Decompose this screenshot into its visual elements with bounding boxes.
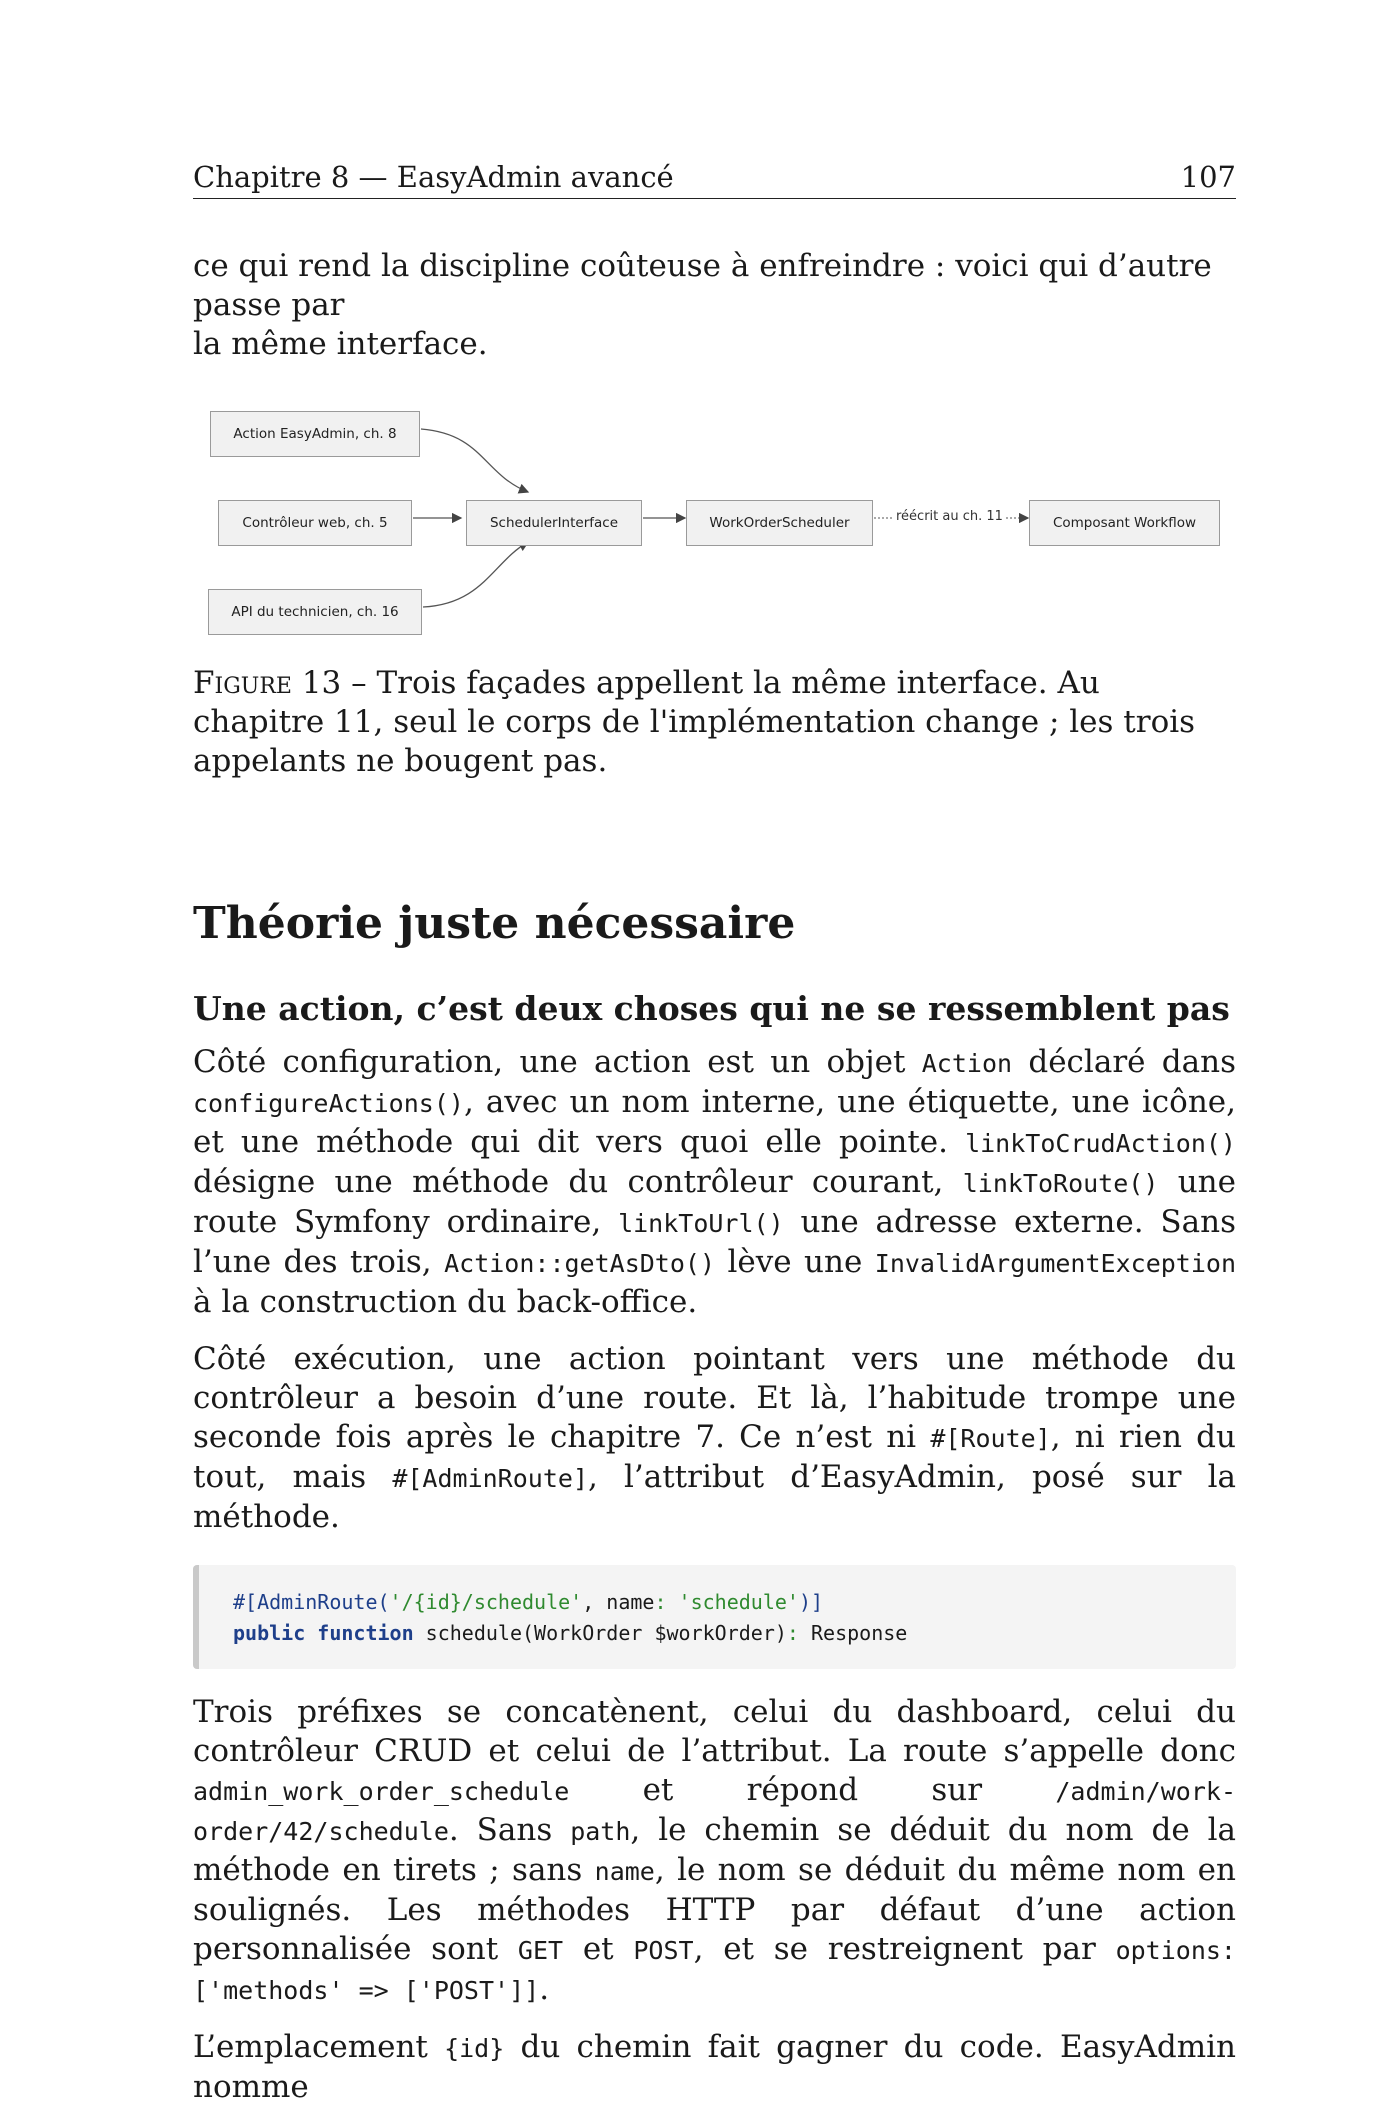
inline-code: #[AdminRoute] [392, 1464, 588, 1493]
inline-code: configureActions() [193, 1089, 464, 1118]
inline-code: linkToRoute() [962, 1169, 1159, 1198]
text: , l’attribut d’EasyAdmin, posé sur la méthode. [193, 1459, 1237, 1535]
section-title: Théorie juste nécessaire [193, 898, 796, 949]
text: Trois préfixes se concatènent, celui du dashboard, celui du contrôleur CRUD et celui de l’attribut. La route s’appelle donc [193, 1694, 1236, 1769]
node-workorder-scheduler: WorkOrderScheduler [686, 500, 873, 546]
text: déclaré dans [1012, 1044, 1236, 1080]
text: L’emplacement [193, 2029, 445, 2065]
text: , avec un nom interne, une étiquette, une icône, et une méthode qui dit vers quoi elle pointe. [193, 1084, 1236, 1160]
subsection-title: Une action, c’est deux choses qui ne se ressemblent pas [193, 989, 1230, 1028]
running-head [193, 160, 1236, 199]
text: du chemin fait gagner du code. EasyAdmin nomme [193, 2029, 1236, 2105]
text: lève une [715, 1244, 875, 1280]
inline-code: POST [633, 1936, 694, 1965]
figure-word: Figure [193, 665, 292, 701]
page [193, 160, 1236, 2107]
inline-code: #[Route] [930, 1424, 1051, 1453]
text: . Sans [448, 1812, 571, 1848]
text: . [539, 1971, 550, 2007]
text: et [563, 1931, 634, 1967]
code-token: schedule(WorkOrder $workOrder) [413, 1621, 787, 1645]
node-scheduler-interface: SchedulerInterface [466, 500, 642, 546]
code-token: #[AdminRoute( [233, 1590, 390, 1614]
text: , le chemin se déduit du nom de la méthode en tirets ; sans [193, 1812, 1237, 1888]
code-token: )] [798, 1590, 824, 1614]
node-web-controller: Contrôleur web, ch. 5 [218, 500, 412, 546]
text: Côté configuration, une action est un objet [193, 1044, 922, 1080]
text: une route Symfony ordinaire, [193, 1164, 1236, 1240]
chapter-title: Chapitre 8 — EasyAdmin avancé [193, 160, 674, 194]
code-token: : [786, 1621, 811, 1645]
text: Côté exécution, une action pointant vers une méthode du contrôleur a besoin d’une route. Et là, l’habitude trompe une seconde fois après le chapitre 7. Ce n’est ni [193, 1341, 1236, 1455]
text: une adresse externe. Sans l’une des trois, [193, 1204, 1236, 1280]
paragraph-prefixes [193, 1693, 1236, 2010]
node-action-easyadmin: Action EasyAdmin, ch. 8 [210, 411, 420, 457]
node-workflow-component: Composant Workflow [1029, 500, 1220, 546]
code-token: '/{id}/schedule' [389, 1590, 583, 1614]
inline-code: linkToCrudAction() [965, 1129, 1236, 1158]
paragraph-id-placeholder [193, 2028, 1236, 2107]
text: à la construction du back-office. [193, 1284, 698, 1320]
code-token [305, 1621, 317, 1645]
inline-code: path [570, 1817, 631, 1846]
text: désigne une méthode du contrôleur courant, [193, 1164, 963, 1200]
inline-code: Action [921, 1049, 1013, 1078]
inline-code: linkToUrl() [618, 1209, 784, 1238]
text: , le nom se déduit du même nom en soulignés. Les méthodes HTTP par défaut d’une action personnalisée sont [193, 1852, 1236, 1967]
text: , et se restreignent par [693, 1931, 1116, 1967]
inline-code: admin_work_order_schedule [193, 1777, 570, 1806]
code-token: public [233, 1621, 306, 1645]
edge-action-to-interface [421, 429, 528, 492]
code-block [193, 1565, 1236, 1669]
text: , ni rien du tout, mais [193, 1419, 1236, 1495]
code-token: : [654, 1590, 679, 1614]
edge-label-rewritten: réécrit au ch. 11 [893, 509, 1006, 524]
code-token: Response [811, 1621, 908, 1645]
inline-code: /admin/work-order/42/schedule [193, 1777, 1236, 1846]
intro-paragraph [193, 247, 1236, 364]
code-token: 'schedule' [678, 1590, 799, 1614]
inline-code: options: ['methods' => ['POST']] [193, 1936, 1236, 2005]
inline-code: {id} [444, 2034, 505, 2063]
code-token: , name [582, 1590, 655, 1614]
figure-number: 13 [301, 665, 342, 701]
inline-code: GET [517, 1936, 564, 1965]
edge-api-to-interface [423, 542, 528, 607]
paragraph-execution [193, 1340, 1236, 1537]
figure-caption [193, 664, 1236, 781]
intro-line-1: ce qui rend la discipline coûteuse à enfreindre : voici qui d’autre passe par [193, 248, 1212, 323]
text: et répond sur [569, 1772, 1056, 1808]
inline-code: InvalidArgumentException [874, 1249, 1236, 1278]
architecture-diagram [193, 404, 1236, 664]
code-token: function [317, 1621, 414, 1645]
page-number: 107 [1180, 160, 1236, 194]
inline-code: name [594, 1857, 655, 1886]
paragraph-configuration [193, 1043, 1236, 1322]
intro-line-2: la même interface. [193, 326, 488, 362]
node-technician-api: API du technicien, ch. 16 [208, 589, 422, 635]
caption-text: – Trois façades appellent la même interface. Au chapitre 11, seul le corps de l'implémentation change ; les trois appelants ne bougent pas. [193, 665, 1196, 779]
inline-code: Action::getAsDto() [444, 1249, 716, 1278]
